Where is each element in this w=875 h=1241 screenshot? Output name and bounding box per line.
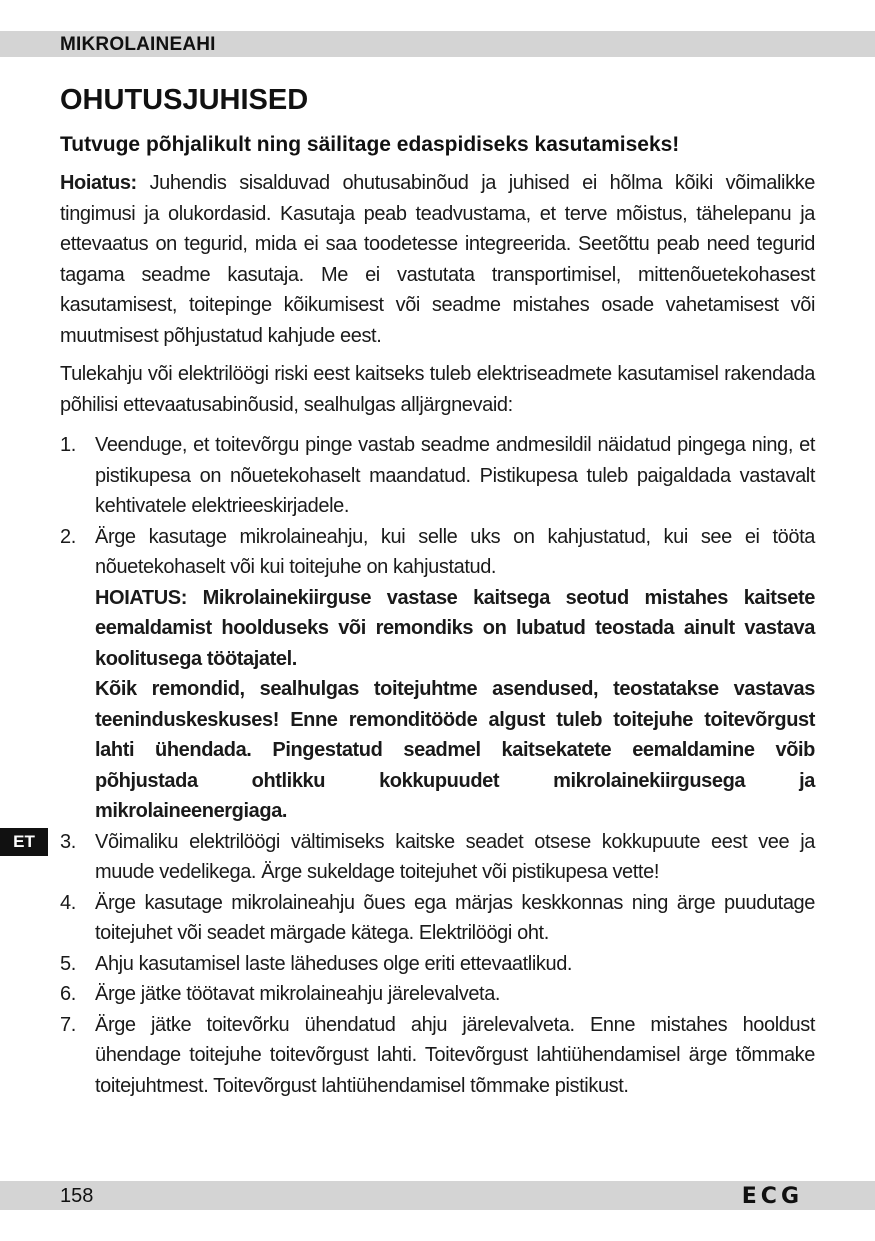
- warning-paragraph: [60, 168, 815, 351]
- item-text: Võimaliku elektrilöögi vältimiseks kaitske seadet otsese kokkupuute eest vee ja muude vedelikega. Ärge sukeldage toitejuhet või pistikupesa vette!: [95, 830, 815, 883]
- item-text: Ärge jätke toitevõrku ühendatud ahju järelevalveta. Enne mistahes hooldust ühendage toitejuhe toitevõrgust lahti. Toitevõrgust lahtiühendamisel ärge tõmmake toitejuhtmest. Toitevõrgust lahtiühendamisel tõmmake pistikust.: [95, 1013, 815, 1097]
- item-warning: Kõik remondid, sealhulgas toitejuhtme asendused, teostatakse vastavas teeninduskeskuses! Enne remonditööde algust tuleb toitejuhe toitevõrgust lahti ühendada. Pingestatud seadmel kaitsekatete eemaldamine võib põhjustada ohtlikku kokkupuudet mikrolainekiirgusega ja mikrolaineenergiaga.: [95, 678, 815, 822]
- item-text: Ärge kasutage mikrolaineahju, kui selle uks on kahjustatud, kui see ei tööta nõuetekohaselt või kui toitejuhe on kahjustatud.: [95, 525, 815, 578]
- list-item: [60, 522, 815, 827]
- footer-bar: [0, 1181, 875, 1210]
- list-item: [60, 888, 815, 949]
- item-number: 3.: [60, 830, 76, 853]
- section-title: MIKROLAINEAHI: [60, 34, 216, 55]
- item-number: 2.: [60, 525, 76, 548]
- intro-paragraph: Tulekahju või elektrilöögi riski eest kaitseks tuleb elektriseadmete kasutamisel rakendada põhilisi ettevaatusabinõusid, sealhulgas alljärgnevaid:: [60, 363, 815, 416]
- page-content: [60, 82, 815, 1101]
- header-bar: [0, 31, 875, 57]
- item-text: Ärge jätke töötavat mikrolaineahju järelevalveta.: [95, 983, 501, 1005]
- page-title: OHUTUSJUHISED: [60, 84, 309, 116]
- list-item: [60, 430, 815, 522]
- list-item: [60, 979, 815, 1010]
- page-number: 158: [60, 1185, 94, 1207]
- item-number: 5.: [60, 952, 76, 975]
- item-number: 7.: [60, 1013, 76, 1036]
- list-item: [60, 949, 815, 980]
- safety-list: [60, 430, 815, 1101]
- warning-text: Juhendis sisalduvad ohutusabinõud ja juhised ei hõlma kõiki võimalikke tingimusi ja olukordasid. Kasutaja peab teadvustama, et terve mõistus, tähelepanu ja ettevaatus on tegurid, mida ei saa toodetesse integreerida. Seetõttu peab need tegurid tagama seadme kasutaja. Me ei vastutata transportimisel, mittenõuetekohasest kasutamisest, toitepinge kõikumisest või seadme mistahes osade vahetamisest või muutmisest põhjustatud kahjude eest.: [60, 172, 815, 347]
- item-text: Ahju kasutamisel laste läheduses olge eriti ettevaatlikud.: [95, 952, 573, 975]
- list-item: [60, 827, 815, 888]
- item-number: 1.: [60, 434, 76, 456]
- item-text: Veenduge, et toitevõrgu pinge vastab seadme andmesildil näidatud pingega ning, et pistikupesa on nõuetekohaselt maandatud. Pistikupesa tuleb paigaldada vastavalt kehtivatele elektrieeskirjadele.: [95, 434, 815, 517]
- item-number: 4.: [60, 891, 76, 914]
- item-warning: HOIATUS: Mikrolainekiirguse vastase kaitsega seotud mistahes kaitsete eemaldamist hoolduseks või remondiks on lubatud teostada ainult vastava koolitusega töötajatel.: [95, 586, 815, 670]
- item-number: 6.: [60, 983, 76, 1005]
- subtitle: Tutvuge põhjalikult ning säilitage edaspidiseks kasutamiseks!: [60, 133, 680, 156]
- warning-label: Hoiatus:: [60, 172, 137, 194]
- brand-logo: ECG: [741, 1184, 803, 1209]
- item-text: Ärge kasutage mikrolaineahju õues ega märjas keskkonnas ning ärge puudutage toitejuhet või seadet märgade kätega. Elektrilöögi oht.: [95, 891, 815, 944]
- list-item: [60, 1010, 815, 1102]
- language-tab: ET: [0, 828, 48, 856]
